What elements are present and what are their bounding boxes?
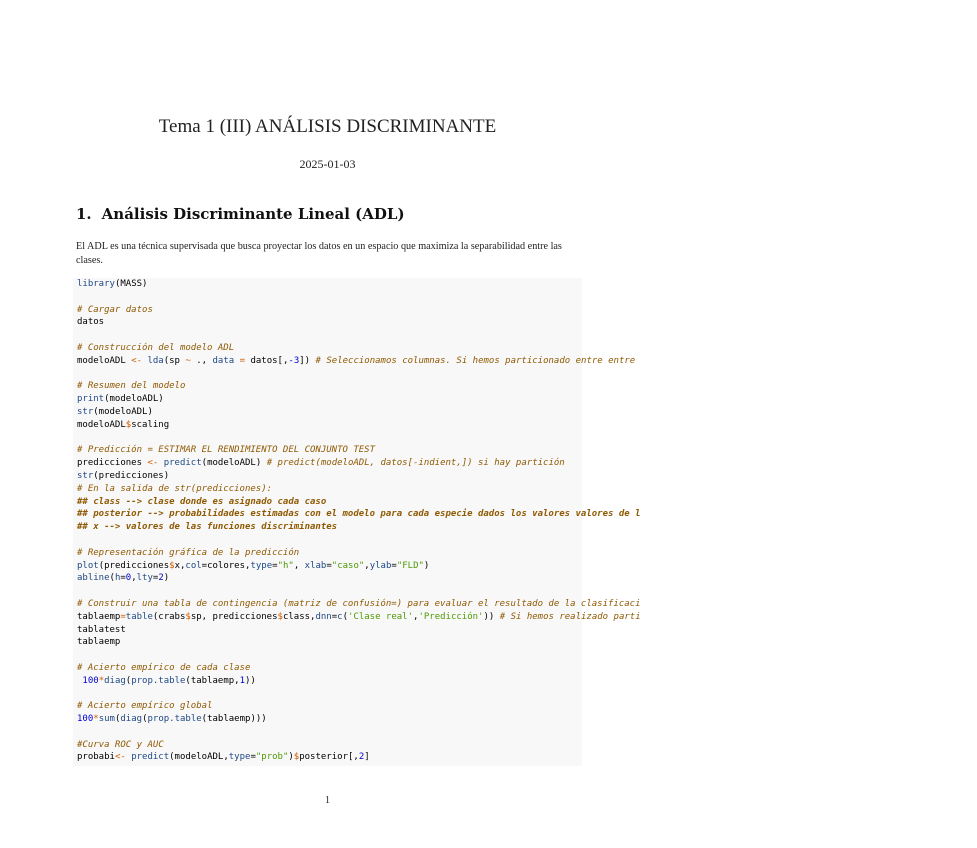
code-token: #Curva ROC y AUC	[77, 739, 164, 750]
intro-paragraph: El ADL es una técnica supervisada que busca proyectar los datos en un espacio que maximiza la separabilidad entre las clases.	[76, 241, 562, 266]
code-token: =	[120, 573, 126, 584]
code-token: 1	[239, 675, 246, 686]
code-token: # Construcción del modelo ADL	[77, 342, 235, 353]
code-token: (predicciones)	[93, 470, 170, 481]
code-token: abline	[77, 573, 110, 584]
code-token: <-	[114, 752, 126, 763]
code-token: colores,	[207, 560, 251, 571]
code-blank-line	[77, 726, 977, 739]
code-token: =	[331, 611, 338, 622]
code-token: $	[277, 611, 283, 622]
code-token: modeloADL	[77, 419, 126, 430]
code-token: ]	[364, 752, 370, 763]
code-line	[77, 457, 977, 470]
code-token: =	[272, 560, 278, 571]
code-token: )	[288, 752, 294, 763]
code-token: (	[114, 714, 121, 725]
code-token: diag	[120, 714, 143, 725]
code-token: 2	[158, 573, 164, 584]
code-token: # Cargar datos	[77, 304, 153, 315]
document-date: 2025-01-03	[299, 157, 356, 171]
code-token: "FLD"	[396, 560, 424, 571]
code-token: $	[125, 419, 132, 430]
code-token: predicciones	[77, 458, 148, 469]
code-blank-line	[77, 291, 977, 304]
code-token: ~	[185, 355, 191, 366]
code-line	[77, 496, 977, 509]
code-token: *	[93, 714, 99, 725]
code-token: library	[77, 279, 115, 289]
code-line	[77, 739, 977, 752]
code-token: ## posterior --> probabilidades estimadas con el modelo para cada especie dados los valores valores de l	[77, 509, 641, 520]
code-token: sp, predicciones	[190, 611, 278, 622]
code-token: ## x --> valores de las funciones discriminantes	[77, 522, 338, 533]
code-token: # Predicción = ESTIMAR EL RENDIMIENTO DEL CONJUNTO TEST	[77, 445, 376, 456]
code-token: "prob"	[255, 752, 289, 763]
code-token: sum	[98, 714, 115, 725]
code-blank-line	[77, 368, 977, 381]
section-title: Análisis Discriminante Lineal (ADL)	[101, 205, 405, 223]
code-token: (sp	[163, 355, 186, 366]
code-line	[77, 278, 977, 291]
code-token: x,	[174, 560, 186, 571]
code-token: 'Clase real'	[347, 611, 414, 622]
code-line	[77, 393, 977, 406]
code-line	[77, 572, 977, 585]
code-line	[77, 700, 977, 713]
code-token: c	[337, 611, 343, 622]
code-token: # Seleccionamos columnas. Si hemos particionado entre entre	[315, 355, 636, 366]
code-token: diag	[104, 675, 126, 686]
code-line	[77, 470, 977, 483]
code-token: (modeloADL,	[169, 752, 229, 763]
code-token: 'Predicción'	[418, 611, 484, 622]
code-token: str	[77, 406, 94, 417]
code-token: $	[293, 752, 300, 763]
code-line	[77, 342, 977, 355]
code-token: (	[125, 675, 132, 686]
code-token: tablaemp	[77, 611, 121, 622]
code-token: (modeloADL)	[104, 394, 164, 405]
code-token: tablatest	[77, 624, 126, 635]
code-token: 2	[358, 752, 365, 763]
code-token: ,	[413, 611, 419, 622]
code-token: # Construir una tabla de contingencia (matriz de confusión=) para evaluar el resultado de la clasificaci	[77, 598, 641, 609]
code-line	[77, 444, 977, 457]
code-token: (	[342, 611, 348, 622]
code-token: )	[163, 573, 170, 584]
code-line	[77, 624, 977, 637]
code-line	[77, 419, 977, 432]
code-token: table	[125, 611, 153, 622]
code-token: predict	[163, 458, 202, 469]
code-line	[77, 713, 977, 726]
code-token: lda	[147, 355, 164, 366]
code-token: <-	[147, 458, 159, 469]
code-token: # Si hemos realizado parti	[499, 611, 641, 622]
code-token: predict	[131, 752, 170, 763]
code-line	[77, 611, 977, 624]
code-token: # Resumen del modelo	[77, 381, 186, 392]
code-token: # Representación gráfica de la predicción	[77, 547, 300, 558]
code-line	[77, 598, 977, 611]
code-token: ,	[131, 573, 137, 584]
code-token: dnn	[315, 611, 332, 622]
code-token: ylab	[369, 560, 392, 571]
code-line	[77, 380, 977, 393]
code-token: $	[185, 611, 191, 622]
code-line	[77, 304, 977, 317]
code-blank-line	[77, 329, 977, 342]
code-token: (modeloADL)	[93, 406, 153, 417]
code-token: xlab	[304, 560, 327, 571]
code-token: type	[228, 752, 251, 763]
code-token: =	[201, 560, 208, 571]
code-token: =	[120, 611, 126, 622]
code-token: =	[152, 573, 159, 584]
code-token: =	[391, 560, 397, 571]
code-token: print	[77, 394, 105, 405]
code-token: col	[185, 560, 202, 571]
code-line	[77, 483, 977, 496]
code-token: $	[169, 560, 175, 571]
section-number: 1.	[76, 205, 92, 223]
code-token: data	[212, 355, 235, 366]
code-token: (	[109, 573, 115, 584]
code-line	[77, 316, 977, 329]
code-token: (	[142, 714, 148, 725]
code-blank-line	[77, 688, 977, 701]
code-token: (tablaemp,	[185, 675, 240, 686]
code-token: "caso"	[331, 560, 365, 571]
code-line	[77, 662, 977, 675]
code-token: class,	[282, 611, 316, 622]
code-token: (predicciones	[98, 560, 170, 571]
code-token: (MASS)	[114, 279, 148, 289]
code-token: ,	[293, 560, 305, 571]
page-number: 1	[325, 795, 330, 806]
code-blank-line	[77, 534, 977, 547]
code-token: scaling	[131, 419, 170, 430]
code-token: tablaemp	[77, 637, 121, 648]
code-token: # En la salida de str(predicciones):	[77, 483, 273, 494]
code-token: posterior[,	[299, 752, 359, 763]
code-token: # Acierto empírico global	[77, 701, 213, 712]
code-token: plot	[77, 560, 99, 571]
code-token: 100	[77, 714, 94, 725]
code-token: (modeloADL)	[201, 458, 267, 469]
code-token: ))	[483, 611, 500, 622]
code-token: 100	[82, 675, 99, 686]
code-line	[77, 560, 977, 573]
code-token: ))	[245, 675, 256, 686]
code-block	[73, 278, 641, 766]
code-token: 0	[125, 573, 132, 584]
code-line	[77, 636, 977, 649]
code-line	[77, 547, 977, 560]
code-token: # Acierto empírico de cada clase	[77, 662, 251, 673]
code-line	[77, 521, 977, 534]
code-token: "h"	[277, 560, 294, 571]
code-token: prop.table	[131, 675, 186, 686]
code-token: h	[114, 573, 121, 584]
code-token: =	[239, 355, 246, 366]
section-heading	[76, 205, 405, 223]
code-token: type	[250, 560, 273, 571]
code-token: =	[326, 560, 332, 571]
code-token: modeloADL	[77, 355, 132, 366]
code-token: <-	[131, 355, 143, 366]
code-token: (crabs	[152, 611, 186, 622]
code-token: datos	[77, 317, 105, 328]
code-token: *	[98, 675, 105, 686]
code-token: ,	[364, 560, 370, 571]
code-line	[77, 751, 977, 764]
code-token: -3	[288, 355, 300, 366]
code-line	[77, 406, 977, 419]
code-line	[77, 675, 977, 688]
code-token: datos[,	[245, 355, 289, 366]
code-token: ])	[299, 355, 316, 366]
code-token: (tablaemp)))	[201, 714, 267, 725]
code-blank-line	[77, 649, 977, 662]
code-token: .,	[190, 355, 213, 366]
code-token: probabi	[77, 752, 115, 763]
code-line	[77, 508, 977, 521]
code-listing	[77, 278, 977, 764]
code-token: str	[77, 470, 94, 481]
code-blank-line	[77, 585, 977, 598]
code-line	[77, 355, 977, 368]
document-title: Tema 1 (III) ANÁLISIS DISCRIMINANTE	[158, 116, 497, 137]
code-token: # predict(modeloADL, datos[-indient,]) si hay partición	[266, 458, 565, 469]
code-token: )	[423, 560, 430, 571]
code-token: ## class --> clase donde es asignado cada caso	[77, 496, 327, 507]
code-token: prop.table	[147, 714, 202, 725]
code-token: =	[250, 752, 256, 763]
code-blank-line	[77, 432, 977, 445]
code-token: lty	[136, 573, 153, 584]
